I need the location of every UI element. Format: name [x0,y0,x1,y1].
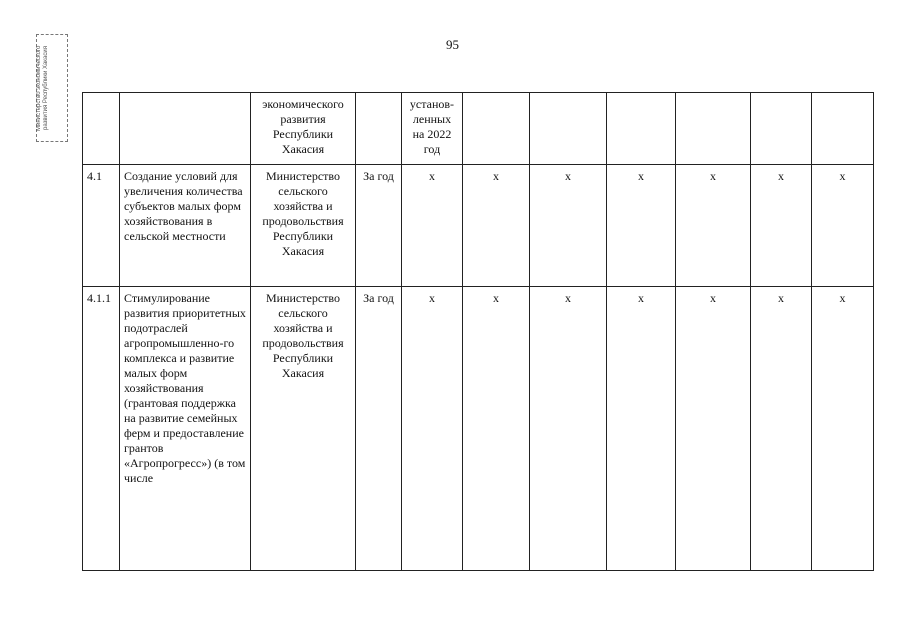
value-cell: x [530,287,607,571]
period-cell [356,93,402,165]
table-row [83,287,874,571]
name-cell: Создание условий для увеличения количества субъектов малых форм хозяйствования в сельской местности [120,165,251,287]
value-cell: x [607,165,676,287]
value-cell: x [751,287,812,571]
value-cell: x [530,165,607,287]
stamp-text: Министерство экономического развития Республики Хакасия [36,45,49,131]
period-cell: За год [356,165,402,287]
value-cell [607,93,676,165]
value-cell: x [402,287,463,571]
value-cell: x [812,165,874,287]
number-cell [83,93,120,165]
value-cell: x [676,287,751,571]
value-cell: x [751,165,812,287]
page-number: 95 [446,37,459,52]
executor-cell: экономического развития Республики Хакасия [251,93,356,165]
value-cell: x [463,287,530,571]
name-cell: Стимулирование развития приоритетных подотраслей агропромышленно-го комплекса и развитие малых форм хозяйствования (грантовая поддержка на развитие семейных ферм и предоставление грантов «Агропрогресс») (в том числе [120,287,251,571]
period-cell: За год [356,287,402,571]
value-cell: x [463,165,530,287]
value-cell: x [402,165,463,287]
executor-cell: Министерство сельского хозяйства и продовольствия Республики Хакасия [251,165,356,287]
target-value-cell: установ-ленных на 2022 год [402,93,463,165]
value-cell [463,93,530,165]
name-cell [120,93,251,165]
executor-cell: Министерство сельского хозяйства и продовольствия Республики Хакасия [251,287,356,571]
measures-table [82,92,874,571]
value-cell: x [812,287,874,571]
number-cell: 4.1.1 [83,287,120,571]
value-cell [676,93,751,165]
number-cell: 4.1 [83,165,120,287]
value-cell: x [676,165,751,287]
value-cell [751,93,812,165]
value-cell [530,93,607,165]
value-cell [812,93,874,165]
value-cell: x [607,287,676,571]
table-row-continuation [83,93,874,165]
table-row [83,165,874,287]
